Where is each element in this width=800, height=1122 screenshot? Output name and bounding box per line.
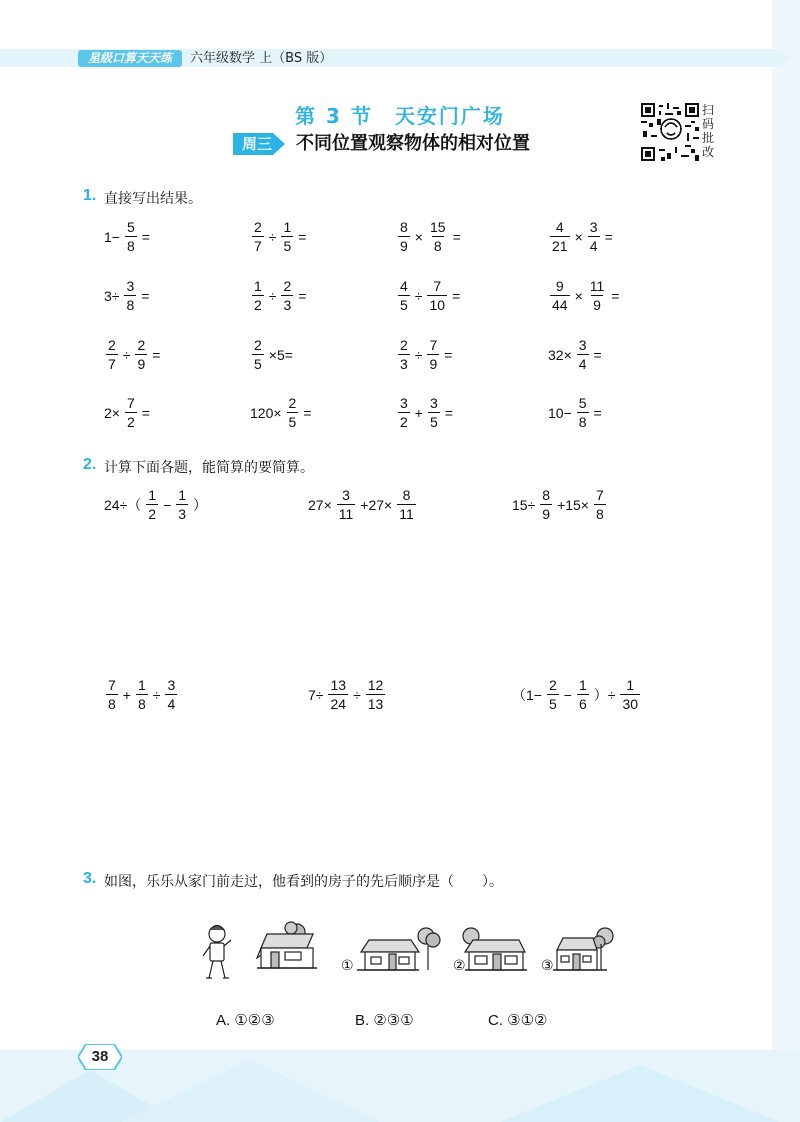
numerator: 2 bbox=[108, 337, 116, 353]
denominator: 3 bbox=[283, 297, 292, 313]
numerator: 15 bbox=[429, 219, 446, 235]
fraction bbox=[106, 677, 118, 712]
numerator: 2 bbox=[288, 395, 297, 411]
q1-number: 1. bbox=[83, 187, 97, 204]
q1-exercise bbox=[396, 219, 461, 254]
denominator: 24 bbox=[330, 696, 347, 712]
scan-to-grade-label: 扫码批改 bbox=[702, 103, 715, 159]
math-symbol: ÷ bbox=[414, 287, 423, 304]
option-c[interactable]: C. ③①② bbox=[488, 1012, 548, 1029]
math-symbol: = bbox=[452, 287, 461, 304]
q1-exercise bbox=[250, 278, 306, 313]
math-symbol: = bbox=[303, 404, 312, 421]
numerator: 8 bbox=[542, 487, 551, 503]
fraction bbox=[398, 395, 410, 430]
numerator: 3 bbox=[342, 487, 350, 503]
math-symbol: 2× bbox=[104, 404, 120, 421]
denominator: 5 bbox=[548, 696, 557, 712]
house-pictured-2 bbox=[357, 928, 440, 970]
math-symbol: = bbox=[604, 228, 613, 245]
numerator: 9 bbox=[555, 278, 564, 294]
pic-label-2: ② bbox=[453, 958, 466, 974]
course-label: 六年级数学 上（BS 版） bbox=[190, 51, 333, 66]
denominator: 9 bbox=[429, 356, 438, 372]
house-pictured-1 bbox=[257, 922, 317, 968]
q1-exercise bbox=[548, 395, 602, 430]
page-number: 38 bbox=[91, 1048, 109, 1065]
fraction bbox=[366, 677, 386, 712]
numerator: 7 bbox=[429, 337, 438, 353]
denominator: 8 bbox=[108, 696, 116, 712]
q2-exercise bbox=[512, 487, 608, 522]
q1-exercise bbox=[250, 395, 312, 430]
numerator: 1 bbox=[137, 677, 146, 693]
math-symbol: = bbox=[298, 287, 307, 304]
q1-exercise bbox=[250, 337, 293, 372]
numerator: 2 bbox=[548, 677, 557, 693]
numerator: 2 bbox=[137, 337, 146, 353]
fraction bbox=[427, 278, 447, 313]
fraction bbox=[281, 219, 293, 254]
option-a[interactable]: A. ①②③ bbox=[216, 1012, 275, 1029]
right-margin-strip bbox=[772, 0, 800, 1122]
q1-exercise bbox=[548, 337, 602, 372]
fraction bbox=[428, 395, 440, 430]
q1-exercise bbox=[548, 219, 613, 254]
house-pictured-3 bbox=[463, 928, 527, 970]
math-symbol: = bbox=[611, 287, 620, 304]
math-symbol: = bbox=[452, 228, 461, 245]
fraction bbox=[281, 278, 293, 313]
math-symbol: = bbox=[141, 404, 150, 421]
math-symbol: = bbox=[444, 346, 453, 363]
math-symbol: × bbox=[414, 228, 423, 245]
fraction bbox=[620, 677, 640, 712]
numerator: 1 bbox=[148, 487, 157, 503]
numerator: 7 bbox=[596, 487, 604, 503]
numerator: 4 bbox=[555, 219, 564, 235]
fraction bbox=[125, 219, 137, 254]
denominator: 5 bbox=[254, 356, 262, 372]
boy-figure bbox=[203, 926, 231, 979]
fraction bbox=[550, 278, 570, 313]
numerator: 3 bbox=[578, 337, 587, 353]
math-symbol: 3÷ bbox=[104, 287, 120, 304]
numerator: 7 bbox=[108, 677, 116, 693]
fraction bbox=[550, 219, 570, 254]
fraction bbox=[106, 337, 118, 372]
math-symbol: + bbox=[122, 686, 131, 703]
numerator: 2 bbox=[400, 337, 408, 353]
numerator: 2 bbox=[283, 278, 292, 294]
q1-exercise bbox=[104, 278, 149, 313]
math-symbol: = bbox=[298, 228, 307, 245]
math-symbol: ÷ bbox=[353, 686, 361, 703]
denominator: 10 bbox=[429, 297, 446, 313]
q1-exercise bbox=[396, 337, 452, 372]
fraction bbox=[135, 337, 147, 372]
denominator: 4 bbox=[578, 356, 587, 372]
fraction bbox=[428, 219, 448, 254]
denominator: 5 bbox=[288, 414, 297, 430]
fraction bbox=[165, 677, 177, 712]
fraction bbox=[328, 677, 348, 712]
q2-prompt: 计算下面各题，能简算的要简算。 bbox=[104, 460, 314, 476]
fraction bbox=[125, 395, 137, 430]
math-symbol: × bbox=[574, 228, 583, 245]
math-symbol: ÷ bbox=[122, 346, 131, 363]
math-symbol: ）÷ bbox=[593, 686, 616, 703]
denominator: 9 bbox=[137, 356, 146, 372]
option-b[interactable]: B. ②③① bbox=[355, 1012, 414, 1029]
numerator: 3 bbox=[167, 677, 176, 693]
fraction bbox=[577, 395, 589, 430]
q1-exercise bbox=[250, 219, 306, 254]
fraction bbox=[136, 677, 148, 712]
math-symbol: 32× bbox=[548, 346, 572, 363]
math-symbol: +15× bbox=[557, 496, 589, 513]
math-symbol: 120× bbox=[250, 404, 282, 421]
fraction bbox=[588, 278, 607, 313]
pic-label-3: ③ bbox=[541, 958, 554, 974]
denominator: 8 bbox=[596, 506, 604, 522]
fraction bbox=[252, 219, 264, 254]
denominator: 44 bbox=[552, 297, 568, 313]
lesson-subtitle: 不同位置观察物体的相对位置 bbox=[296, 133, 530, 154]
denominator: 9 bbox=[593, 297, 601, 313]
numerator: 1 bbox=[578, 677, 587, 693]
fraction bbox=[577, 337, 589, 372]
fraction bbox=[547, 677, 559, 712]
math-symbol: （1− bbox=[512, 686, 542, 703]
q1-exercise bbox=[104, 219, 150, 254]
denominator: 30 bbox=[622, 696, 639, 712]
denominator: 7 bbox=[108, 356, 116, 372]
math-symbol: = bbox=[593, 346, 602, 363]
numerator: 13 bbox=[330, 677, 347, 693]
q1-prompt: 直接写出结果。 bbox=[104, 191, 202, 207]
numerator: 1 bbox=[626, 677, 635, 693]
denominator: 11 bbox=[399, 506, 414, 522]
numerator: 8 bbox=[400, 219, 408, 235]
numerator: 3 bbox=[429, 395, 438, 411]
fraction bbox=[398, 278, 410, 313]
denominator: 5 bbox=[283, 238, 292, 254]
fraction bbox=[146, 487, 158, 522]
denominator: 21 bbox=[552, 238, 568, 254]
denominator: 3 bbox=[178, 506, 187, 522]
numerator: 3 bbox=[589, 219, 598, 235]
house-pictured-4 bbox=[553, 928, 613, 970]
denominator: 4 bbox=[589, 238, 598, 254]
numerator: 2 bbox=[254, 337, 262, 353]
q1-exercise bbox=[548, 278, 620, 313]
q1-exercise bbox=[104, 395, 150, 430]
denominator: 8 bbox=[578, 414, 587, 430]
numerator: 1 bbox=[254, 278, 262, 294]
math-symbol: 27× bbox=[308, 496, 332, 513]
denominator: 5 bbox=[429, 414, 438, 430]
denominator: 7 bbox=[254, 238, 262, 254]
math-symbol: 10− bbox=[548, 404, 572, 421]
math-symbol: ） bbox=[193, 496, 208, 513]
q3-illustration bbox=[195, 912, 625, 992]
math-symbol: 24÷（ bbox=[104, 496, 142, 513]
fraction bbox=[540, 487, 552, 522]
denominator: 8 bbox=[126, 238, 135, 254]
math-symbol: + bbox=[414, 404, 423, 421]
numerator: 7 bbox=[126, 395, 135, 411]
denominator: 13 bbox=[367, 696, 384, 712]
fraction bbox=[252, 278, 264, 313]
fraction bbox=[588, 219, 600, 254]
numerator: 8 bbox=[402, 487, 411, 503]
q2-exercise bbox=[308, 677, 387, 712]
numerator: 11 bbox=[589, 278, 605, 294]
denominator: 8 bbox=[126, 297, 135, 313]
fraction bbox=[398, 337, 410, 372]
math-symbol: = bbox=[141, 228, 150, 245]
q3-prompt: 如图，乐乐从家门前走过，他看到的房子的先后顺序是（ ）。 bbox=[104, 874, 503, 890]
denominator: 5 bbox=[400, 297, 408, 313]
qr-code-icon[interactable] bbox=[641, 103, 699, 161]
denominator: 2 bbox=[126, 414, 135, 430]
q3-number: 3. bbox=[83, 870, 97, 887]
series-tag: 星级口算天天练 bbox=[78, 50, 182, 67]
math-symbol: 15÷ bbox=[512, 496, 536, 513]
math-symbol: ÷ bbox=[268, 287, 277, 304]
numerator: 12 bbox=[367, 677, 384, 693]
numerator: 7 bbox=[433, 278, 442, 294]
numerator: 3 bbox=[126, 278, 135, 294]
denominator: 9 bbox=[400, 238, 408, 254]
denominator: 3 bbox=[400, 356, 408, 372]
math-symbol: × bbox=[574, 287, 583, 304]
q2-exercise bbox=[512, 677, 642, 712]
q2-exercise bbox=[104, 677, 179, 712]
q2-number: 2. bbox=[83, 456, 97, 473]
math-symbol: ×5= bbox=[268, 346, 293, 363]
math-symbol: 7÷ bbox=[308, 686, 324, 703]
math-symbol: = bbox=[444, 404, 453, 421]
math-symbol: = bbox=[593, 404, 602, 421]
q1-exercise bbox=[396, 278, 460, 313]
denominator: 4 bbox=[167, 696, 176, 712]
fraction bbox=[252, 337, 264, 372]
fraction bbox=[577, 677, 589, 712]
numerator: 5 bbox=[126, 219, 135, 235]
fraction bbox=[398, 219, 410, 254]
fraction bbox=[176, 487, 188, 522]
numerator: 2 bbox=[254, 219, 262, 235]
denominator: 9 bbox=[542, 506, 551, 522]
q2-exercise bbox=[104, 487, 207, 522]
math-symbol: − bbox=[163, 496, 172, 513]
numerator: 5 bbox=[578, 395, 587, 411]
q2-exercise bbox=[308, 487, 418, 522]
denominator: 2 bbox=[148, 506, 157, 522]
q1-exercise bbox=[396, 395, 453, 430]
math-symbol: = bbox=[152, 346, 161, 363]
fraction bbox=[337, 487, 356, 522]
math-symbol: = bbox=[141, 287, 150, 304]
math-symbol: 1− bbox=[104, 228, 120, 245]
day-label: 周三 bbox=[241, 135, 272, 153]
math-symbol: ÷ bbox=[414, 346, 423, 363]
numerator: 1 bbox=[283, 219, 292, 235]
numerator: 4 bbox=[400, 278, 408, 294]
denominator: 8 bbox=[433, 238, 442, 254]
pic-label-1: ① bbox=[341, 958, 354, 974]
denominator: 8 bbox=[137, 696, 146, 712]
denominator: 6 bbox=[578, 696, 587, 712]
denominator: 2 bbox=[254, 297, 262, 313]
fraction bbox=[124, 278, 136, 313]
math-symbol: ÷ bbox=[268, 228, 277, 245]
math-symbol: +27× bbox=[360, 496, 393, 513]
fraction bbox=[397, 487, 416, 522]
q1-exercise bbox=[104, 337, 160, 372]
fraction bbox=[594, 487, 606, 522]
denominator: 2 bbox=[400, 414, 408, 430]
denominator: 11 bbox=[338, 506, 354, 522]
fraction bbox=[427, 337, 439, 372]
math-symbol: − bbox=[563, 686, 572, 703]
section-title: 第 3 节 天安门广场 bbox=[295, 104, 505, 128]
numerator: 3 bbox=[400, 395, 408, 411]
fraction bbox=[287, 395, 299, 430]
numerator: 1 bbox=[178, 487, 187, 503]
math-symbol: ÷ bbox=[152, 686, 161, 703]
